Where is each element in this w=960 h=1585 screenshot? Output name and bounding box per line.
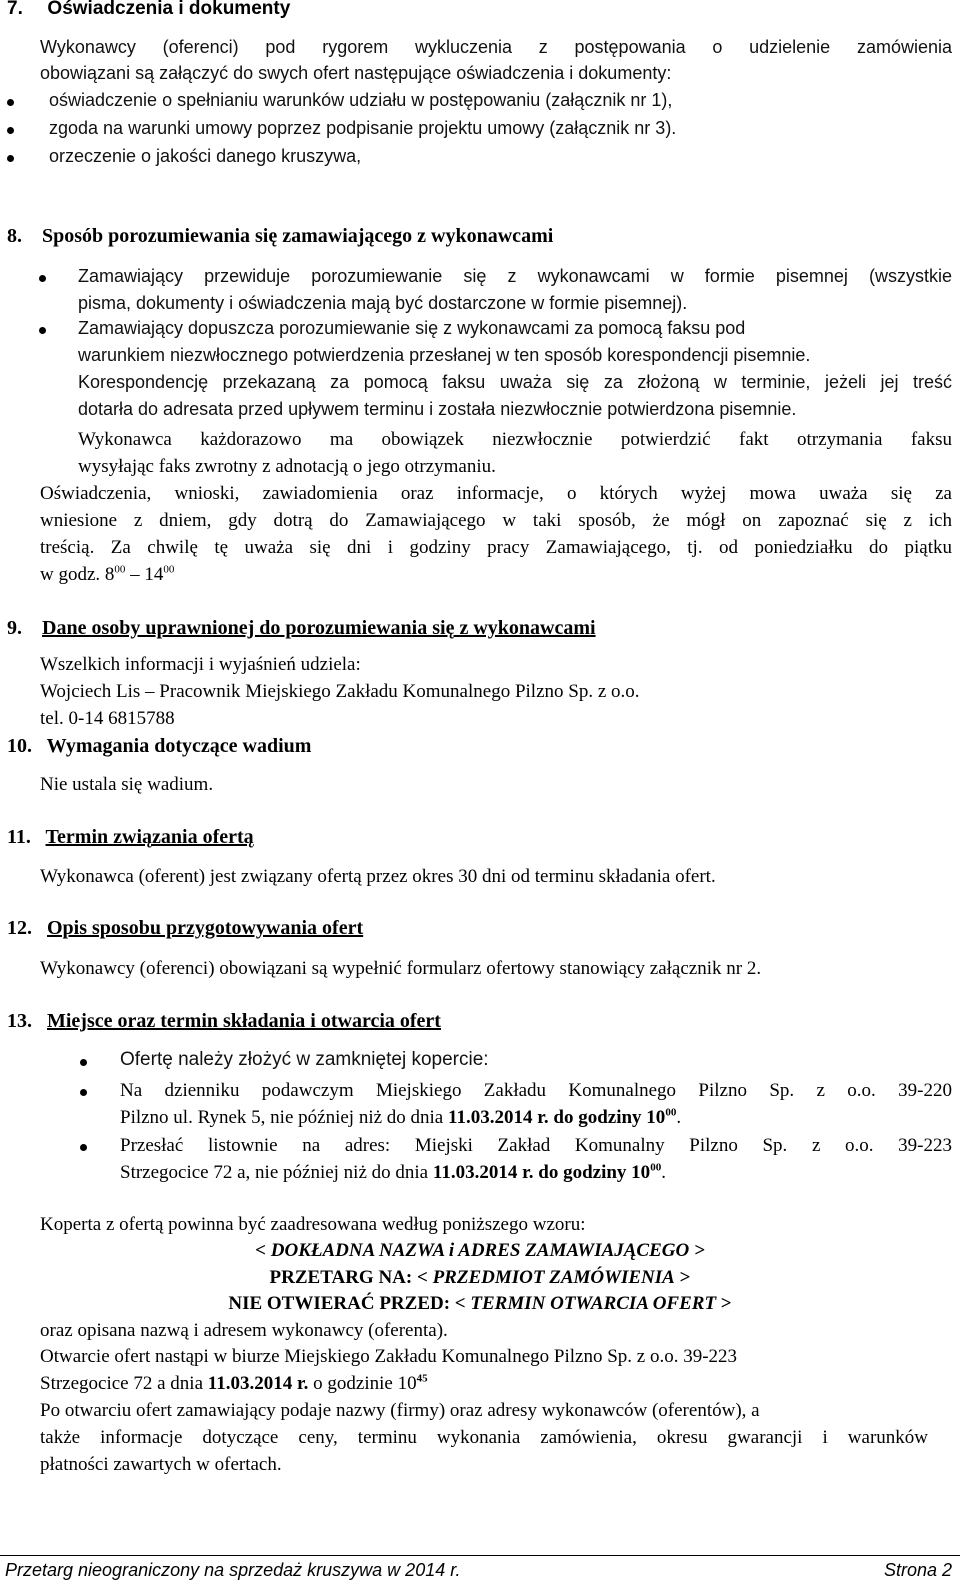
text-run: o godzinie 10 [308,1373,417,1394]
bullet-icon [7,99,14,106]
section-9-heading [7,617,596,640]
deadline-date: 11.03.2014 r. [448,1107,549,1128]
text-line: Po otwarciu ofert zamawiający podaje nazwy (firmy) oraz adresy wykonawców (oferentów), a [40,1400,760,1421]
text-line: treścią. Za chwilę tę uważa się dni i godziny pracy Zamawiającego, tj. od poniedziałku do piątku [40,537,952,558]
superscript: 00 [163,563,175,576]
envelope-line-1: < DOKŁADNA NAZWA i ADRES ZAMAWIAJĄCEGO > [255,1240,705,1261]
text-run: Strzegocice 72 a dnia [40,1373,208,1394]
text-run: . [661,1162,666,1183]
bullet-icon [39,327,46,334]
section-10-heading [7,735,311,758]
list-item: zgoda na warunki umowy poprzez podpisanie projektu umowy (załącznik nr 3). [49,118,677,138]
office-hours-line [40,564,174,586]
section-12-heading [7,917,363,940]
text-line: Korespondencję przekazaną za pomocą faksu uważa się za złożoną w terminie, jeżeli jej treść [78,372,952,392]
section-7-intro-line: Wykonawcy (oferenci) pod rygorem wykluczenia z postępowania o udzielenie zamówienia [40,37,952,57]
text-line: Przesłać listownie na adres: Miejski Zakład Komunalny Pilzno Sp. z o.o. 39-223 [120,1135,952,1156]
section-11-heading [7,826,254,849]
superscript: 00 [114,563,126,576]
section-7-heading [7,0,290,20]
bullet-icon [39,275,46,282]
text-run: TERMIN OTWARCIA OFERT [470,1293,717,1314]
text-line: Ofertę należy złożyć w zamkniętej kopercie: [120,1049,489,1070]
text-run: Strzegocice 72 a, nie później niż do dnia [120,1162,433,1183]
deadline-line [120,1107,681,1129]
section-number: 10. [7,735,32,757]
section-7-intro-line: obowiązani są załączyć do swych ofert następujące oświadczenia i dokumenty: [40,63,672,83]
text-line: Zamawiający dopuszcza porozumiewanie się z wykonawcami za pomocą faksu pod [78,318,746,338]
text-line: Wykonawcy (oferenci) obowiązani są wypełnić formularz ofertowy stanowiący załącznik nr 2. [40,958,762,979]
text-line: pisma, dokumenty i oświadczenia mają być dostarczone w formie pisemnej). [78,293,688,313]
text-line: Nie ustala się wadium. [40,774,214,795]
superscript: 00 [665,1106,677,1119]
superscript: 45 [416,1372,428,1385]
text-run: . [676,1107,682,1128]
text-run: do godziny 10 [533,1162,651,1183]
text-run: Pilzno ul. Rynek 5, nie później niż do dnia [120,1107,448,1128]
section-8-heading [7,225,553,248]
text-line: oraz opisana nazwą i adresem wykonawcy (oferenta). [40,1320,448,1341]
text-line: Wojciech Lis – Pracownik Miejskiego Zakładu Komunalnego Pilzno Sp. z o.o. [40,681,640,702]
text-line: wysyłając faks zwrotny z adnotacją o jego otrzymaniu. [78,456,496,477]
section-number: 9. [7,617,22,639]
text-line: Na dzienniku podawczym Miejskiego Zakładu Komunalnego Pilzno Sp. z o.o. 39-220 [120,1080,952,1101]
section-title: Wymagania dotyczące wadium [46,735,312,757]
envelope-line-2 [0,1267,960,1289]
opening-date-line [40,1373,428,1395]
section-title: Dane osoby uprawnionej do porozumiewania się z wykonawcami [42,617,596,639]
text-line: także informacje dotyczące ceny, terminu wykonania zamówienia, okresu gwarancji i warunków [40,1427,928,1448]
text-line: Koperta z ofertą powinna być zaadresowana według poniższego wzoru: [40,1214,586,1235]
text-run: > [674,1267,691,1288]
bullet-icon [80,1089,87,1096]
bullet-icon [80,1144,87,1151]
text-run: – 14 [125,564,164,585]
text-line: Wykonawca (oferent) jest związany ofertą przez okres 30 dni od terminu składania ofert. [40,866,716,887]
deadline-line [120,1162,666,1184]
section-title: Miejsce oraz termin składania i otwarcia ofert [47,1010,441,1032]
section-number: 12. [7,917,32,939]
section-13-heading [7,1010,441,1033]
phone-line: tel. 0-14 6815788 [40,708,175,729]
text-run: do godziny 10 [548,1107,666,1128]
text-run: w godz. 8 [40,564,115,585]
page-number: Strona 2 [883,1560,952,1580]
text-line: Wszelkich informacji i wyjaśnień udziela: [40,654,361,675]
text-line: dotarła do adresata przed upływem terminu i została niezwłocznie potwierdzona pisemnie. [78,399,797,419]
bullet-icon [80,1059,87,1066]
list-item: orzeczenie o jakości danego kruszywa, [49,146,362,166]
section-title: Oświadczenia i dokumenty [47,0,291,19]
text-line: wniesione z dniem, gdy dotrą do Zamawiającego w taki sposób, że mógł on zapoznać się z ich [40,510,952,531]
deadline-date: 11.03.2014 r. [432,1162,534,1183]
footer-divider [0,1555,960,1556]
section-title: Opis sposobu przygotowywania ofert [47,917,364,939]
text-run: NIE OTWIERAĆ PRZED: < [228,1293,471,1314]
section-number: 13. [7,1010,32,1032]
section-number: 11. [7,826,31,848]
list-item: oświadczenie o spełnianiu warunków udziału w postępowaniu (załącznik nr 1), [49,90,673,110]
section-number: 7. [7,0,23,19]
bullet-icon [7,127,14,134]
text-run: PRZEDMIOT ZAMÓWIENIA [432,1267,675,1288]
text-line: Otwarcie ofert nastąpi w biurze Miejskiego Zakładu Komunalnego Pilzno Sp. z o.o. 39-223 [40,1346,738,1367]
superscript: 00 [650,1161,662,1174]
text-run: > [716,1293,732,1314]
text-run: PRZETARG NA: < [269,1267,433,1288]
opening-date: 11.03.2014 r. [207,1373,309,1394]
envelope-line-3 [0,1293,960,1315]
text-line: Wykonawca każdorazowo ma obowiązek niezwłocznie potwierdzić fakt otrzymania faksu [78,429,952,450]
section-title: Sposób porozumiewania się zamawiającego z wykonawcami [42,225,554,247]
text-line: płatności zawartych w ofertach. [40,1454,282,1475]
text-line: Zamawiający przewiduje porozumiewanie się z wykonawcami w formie pisemnej (wszystkie [78,266,952,286]
section-title: Termin związania ofertą [45,826,254,848]
text-line: warunkiem niezwłocznego potwierdzenia przesłanej w ten sposób korespondencji pisemnie. [78,345,811,365]
text-line: Oświadczenia, wnioski, zawiadomienia oraz informacje, o których wyżej mowa uważa się za [40,483,952,504]
bullet-icon [7,155,14,162]
section-number: 8. [7,225,22,247]
footer-title: Przetarg nieograniczony na sprzedaż kruszywa w 2014 r. [5,1560,461,1580]
